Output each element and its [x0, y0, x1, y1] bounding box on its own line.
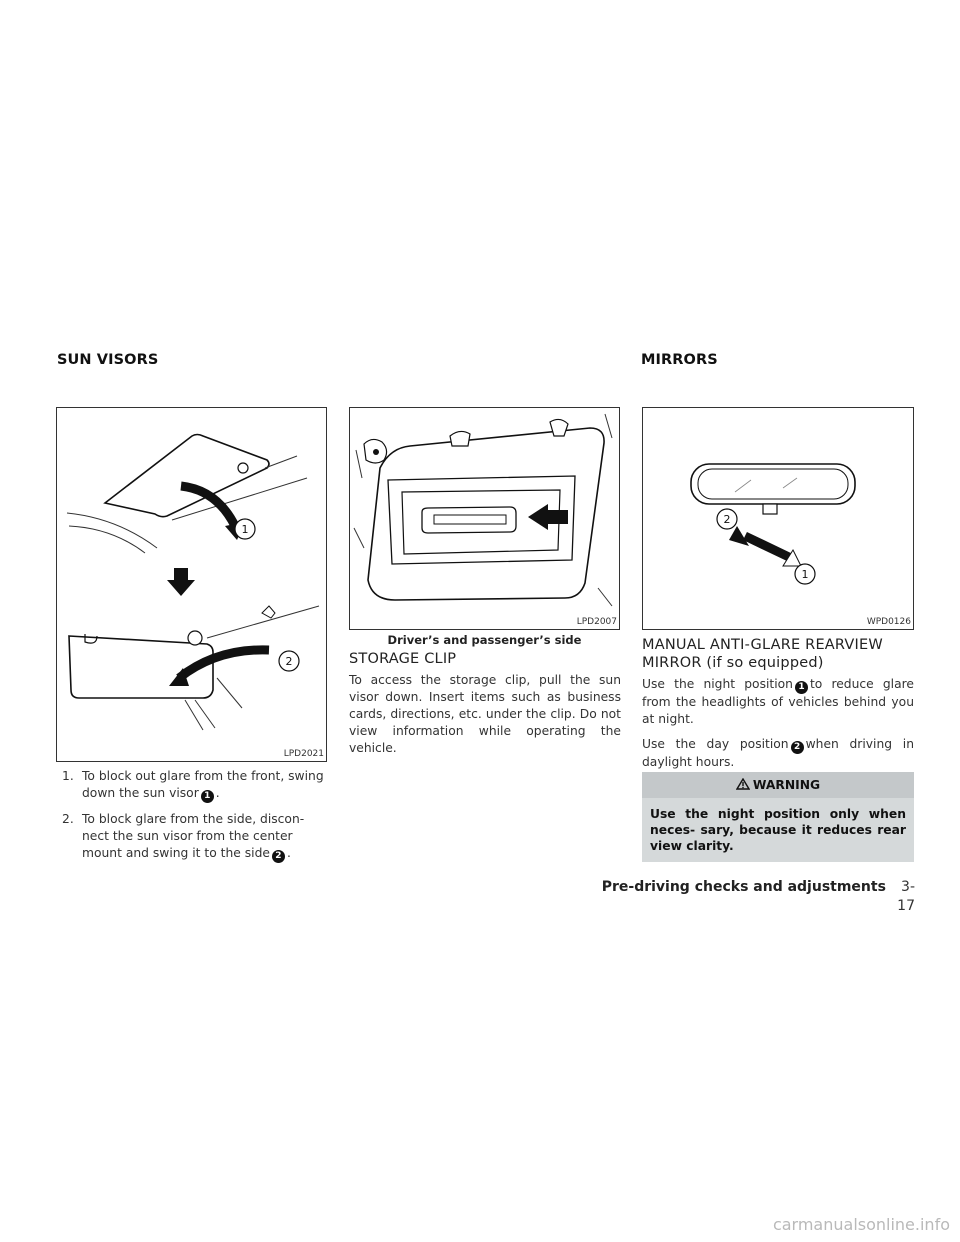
- sun-visor-illustration: [56, 407, 327, 762]
- figure-id: WPD0126: [866, 617, 911, 627]
- storage-clip-body: [349, 672, 621, 765]
- step-punct: .: [215, 786, 220, 800]
- warning-title-text: WARNING: [752, 778, 821, 792]
- figure-id: LPD2021: [283, 749, 324, 759]
- step-text: To block out glare from the front, swing down the sun visor: [82, 769, 324, 800]
- step-number: 2.: [62, 812, 74, 826]
- sun-visor-drawing: [57, 408, 326, 761]
- mirror-drawing: [643, 408, 913, 629]
- warning-box: [642, 772, 914, 862]
- warning-title: [642, 772, 914, 798]
- callout-2: 2: [285, 655, 293, 668]
- mirror-body: [642, 676, 914, 779]
- marker-1-icon: 1: [201, 790, 214, 803]
- section-heading-mirrors: MIRRORS: [641, 352, 718, 368]
- watermark: carmanualsonline.info: [772, 1215, 950, 1234]
- text: when driving in daylight hours.: [642, 737, 914, 769]
- text: Use the night position: [642, 677, 793, 691]
- storage-clip-drawing: [350, 408, 619, 629]
- warning-text: Use the night position only when neces- sary, because it reduces rear view clarity.: [650, 807, 906, 853]
- section-heading-sun-visors: SUN VISORS: [57, 352, 159, 368]
- step-punct: .: [286, 846, 291, 860]
- figure-id: LPD2007: [576, 617, 617, 627]
- storage-clip-paragraph: To access the storage clip, pull the sun visor down. Insert items such as business cards, directions, etc. under the clip. Do not view information while operating the vehicle.: [349, 673, 621, 755]
- step-number: 1.: [62, 769, 74, 783]
- footer-page-number: 3-17: [897, 879, 915, 914]
- mirror-illustration: [642, 407, 914, 630]
- marker-2-icon: 2: [272, 850, 285, 863]
- callout-2: 2: [723, 513, 731, 526]
- mirror-paragraph-1: [642, 676, 914, 728]
- callout-1: 1: [241, 523, 249, 536]
- storage-clip-illustration: [349, 407, 620, 630]
- footer-chapter: Pre-driving checks and adjustments: [601, 879, 886, 895]
- marker-1-icon: 1: [795, 681, 808, 694]
- step-text: To block glare from the side, discon- nect the sun visor from the center mount and swing it to the side: [82, 812, 305, 860]
- storage-clip-heading: STORAGE CLIP: [349, 651, 457, 667]
- step-1: [62, 768, 327, 803]
- warning-triangle-icon: [736, 778, 750, 790]
- text: to reduce glare from the headlights of vehicles behind you at night.: [642, 677, 914, 726]
- mirror-paragraph-2: [642, 736, 914, 771]
- sun-visor-steps: [62, 768, 327, 871]
- callout-1: 1: [801, 568, 809, 581]
- mirror-heading: [642, 636, 914, 672]
- text: Use the day position: [642, 737, 789, 751]
- figure-caption: Driver’s and passenger’s side: [387, 633, 582, 647]
- step-2: [62, 811, 327, 863]
- marker-2-icon: 2: [791, 741, 804, 754]
- page-footer: [590, 876, 915, 914]
- mirror-heading-line-2: MIRROR (if so equipped): [642, 655, 824, 671]
- mirror-heading-line-1: MANUAL ANTI-GLARE REARVIEW: [642, 637, 883, 653]
